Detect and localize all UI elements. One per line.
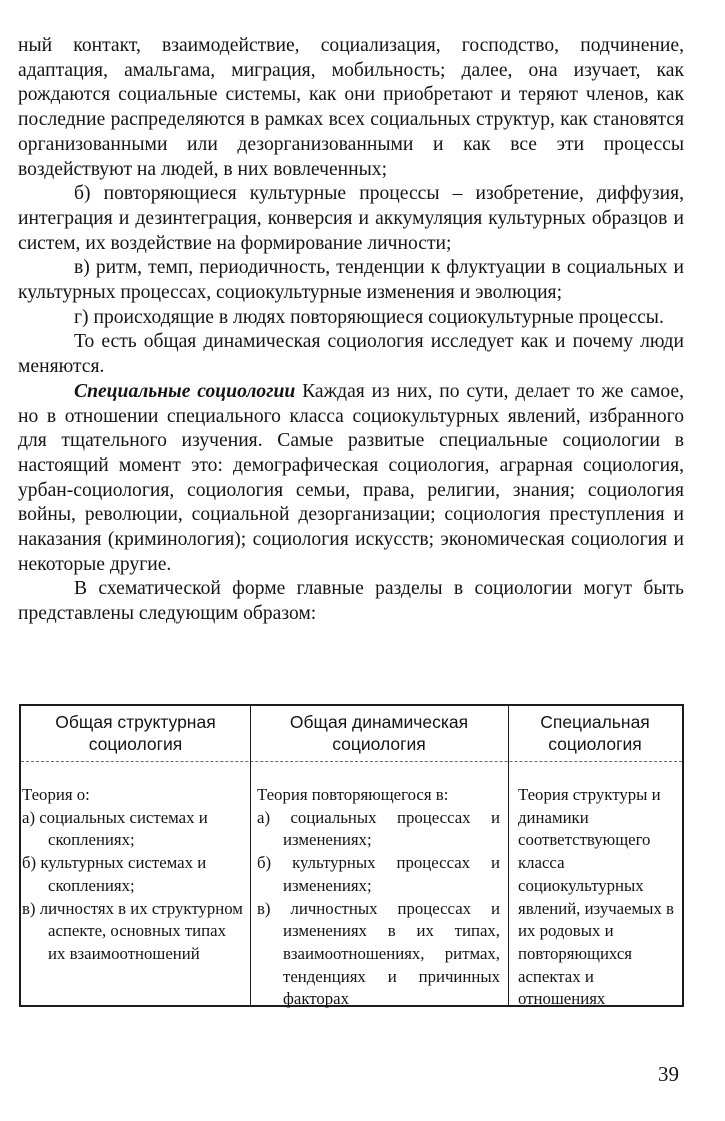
cell-structural-heading: Теория о:	[22, 785, 90, 804]
paragraph-scheme-intro: В схематической форме главные разделы в социологии могут быть представлены следующим образом:	[18, 578, 684, 625]
column-divider-2	[508, 706, 509, 1005]
paragraph-item-v: в) ритм, темп, периодичность, тенденции к флуктуации в социальных и культурных процессах, социокультурные изменения и эволюция;	[18, 257, 684, 304]
special-sociologies-heading: Специальные социологии	[74, 380, 296, 402]
list-item: б) культурных процессах и изменениях;	[257, 853, 500, 895]
header-structural: Общая структурная социология	[55, 712, 216, 754]
cell-dynamic-heading: Теория повторяющегося в:	[257, 785, 449, 804]
special-sociologies-text: Каждая из них, по сути, делает то же самое, но в отношении специального класса социокультурных явлений, избранного для тщательного изучения. Самые развитые специальные социологии в настоящий момент это: демографическая социология, аграрная социология, урбан-социология, социология семьи, права, религии, знания; социология войны, революции, социальной дезорганизации; социология преступления и наказания (криминология); социология искусств; экономическая социология и некоторые другие.	[18, 380, 684, 575]
table-header-row	[21, 706, 682, 762]
header-divider	[21, 761, 682, 762]
body-text	[18, 34, 684, 627]
cell-dynamic	[257, 784, 500, 1011]
cell-structural-list	[22, 807, 244, 966]
paragraph-item-g: г) происходящие в людях повторяющиеся социокультурные процессы.	[74, 306, 664, 328]
paragraph-item-b: б) повторяющиеся культурные процессы – изобретение, диффузия, интеграция и дезинтеграция, конверсия и аккумуляция культурных образцов и систем, их воздействие на формирование личности;	[18, 183, 684, 254]
header-special: Специальная социология	[540, 712, 650, 754]
list-item: в) личностных процессах и изменениях в их типах, взаимоотношениях, ритмах, тенденциях и причинных факторах	[257, 898, 500, 1009]
sociology-sections-table	[19, 704, 684, 1007]
paragraph-summary: То есть общая динамическая социология исследует как и почему люди меняются.	[18, 331, 684, 378]
column-divider-1	[250, 706, 251, 1005]
cell-structural	[22, 784, 244, 966]
page-number: 39	[658, 1062, 679, 1086]
list-item: а) социальных системах и скоплениях;	[22, 807, 208, 850]
paragraph-special-sociologies	[18, 380, 684, 578]
list-item: б) культурных системах и скоплениях;	[22, 853, 207, 895]
cell-special: Теория структуры и динамики соответствующего класса социокультурных явлений, изучаемых в их родовых и повторяющихся аспектах и отношениях	[518, 785, 674, 1009]
header-dynamic: Общая динамическая социология	[289, 712, 469, 754]
list-item: в) личностях в их структурном аспекте, основных типах их взаимоотношений	[22, 898, 243, 963]
cell-dynamic-list	[257, 807, 500, 1011]
paragraph-continued: ный контакт, взаимодействие, социализация, господство, подчинение, адаптация, амальгама, миграция, мобильность; далее, она изучает, как рождаются социальные системы, как они приобретают и теряют членов, как последние распределяются в рамках всех социальных структур, как становятся организованными или дезорганизованными и как все эти процессы воздействуют на людей, в них вовлеченных;	[18, 35, 684, 180]
list-item: а) социальных процессах и изменениях;	[257, 807, 500, 850]
